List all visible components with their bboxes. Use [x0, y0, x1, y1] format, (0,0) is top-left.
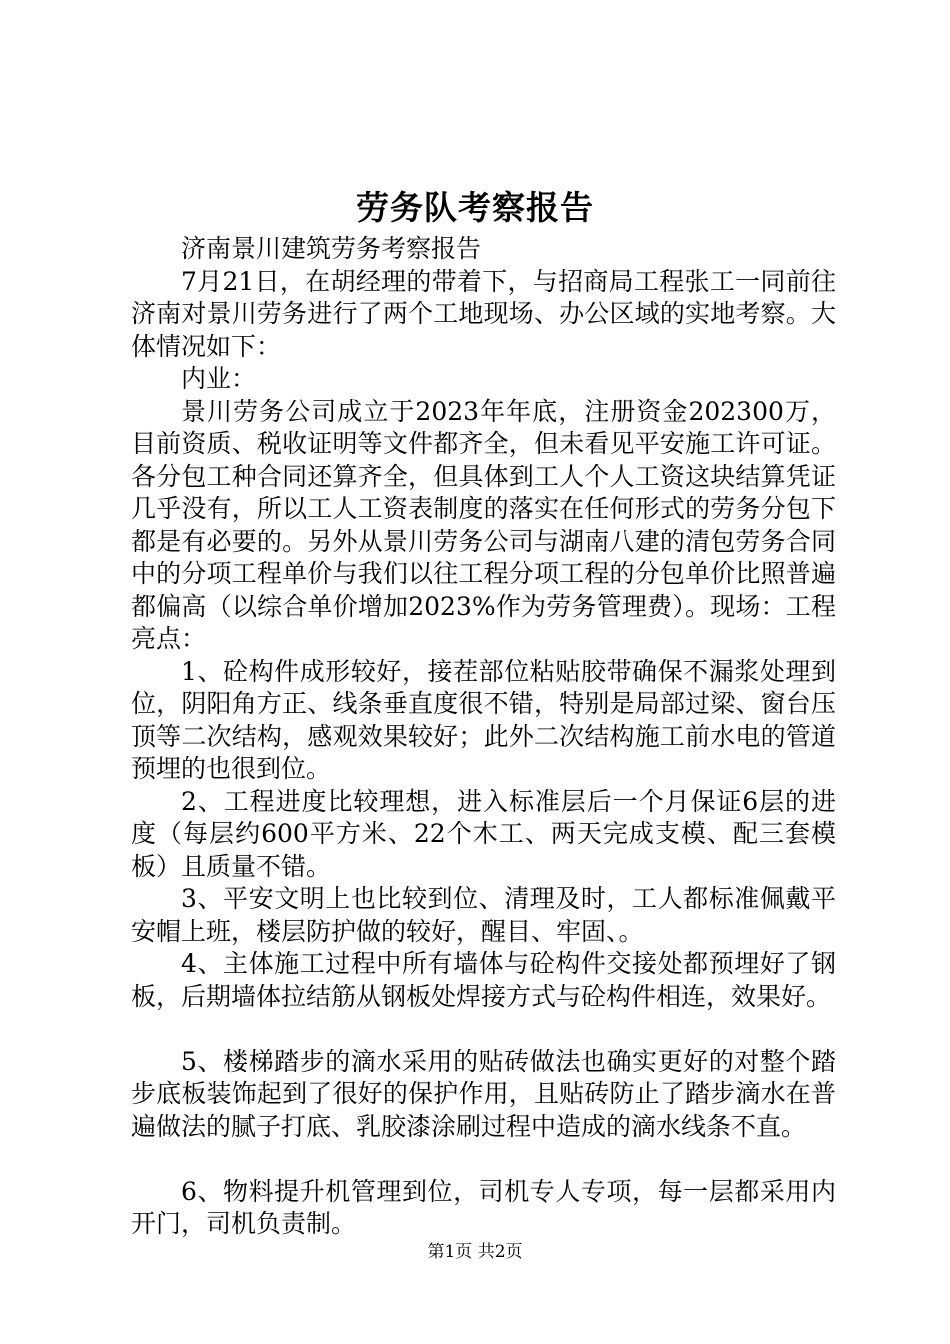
page-footer: 第1页 共2页 [427, 1242, 523, 1262]
paragraph-internal-heading: 内业： [181, 364, 257, 393]
paragraph-highlight-2: 2、工程进度比较理想，进入标准层后一个月保证6层的进度（每层约600平方米、22个木工、两天完成支模、配三套模板）且质量不错。 [131, 786, 836, 881]
paragraph-highlight-3: 3、平安文明上也比较到位、清理及时，工人都标准佩戴平安帽上班，楼层防护做的较好，醒目、牢固、。 [131, 884, 836, 946]
paragraph-highlight-4: 4、主体施工过程中所有墙体与砼构件交接处都预埋好了钢板，后期墙体拉结筋从钢板处焊接方式与砼构件相连，效果好。 [131, 949, 836, 1011]
paragraph-highlight-6: 6、物料提升机管理到位，司机专人专项，每一层都采用内开门，司机负责制。 [131, 1176, 836, 1238]
paragraph-highlight-5: 5、楼梯踏步的滴水采用的贴砖做法也确实更好的对整个踏步底板装饰起到了很好的保护作用，且贴砖防止了踏步滴水在普遍做法的腻子打底、乳胶漆涂刷过程中造成的滴水线条不直。 [131, 1046, 836, 1141]
paragraph-highlight-1: 1、砼构件成形较好，接茬部位粘贴胶带确保不漏浆处理到位，阴阳角方正、线条垂直度很不错，特别是局部过梁、窗台压顶等二次结构，感观效果较好；此外二次结构施工前水电的管道预埋的也很到位。 [131, 656, 836, 783]
paragraph-internal-details: 景川劳务公司成立于2023年年底，注册资金202300万，目前资质、税收证明等文件都齐全，但未看见平安施工许可证。各分包工种合同还算齐全，但具体到工人个人工资这块结算凭证几乎没有，所以工人工资表制度的落实在任何形式的劳务分包下都是有必要的。另外从景川劳务公司与湖南八建的清包劳务合同中的分项工程单价与我们以往工程分项工程的分包单价比照普遍都偏高（以综合单价增加2023%作为劳务管理费）。现场：工程亮点： [131, 396, 836, 653]
document-title: 劳务队考察报告 [356, 188, 594, 227]
document-body [131, 233, 836, 1241]
paragraph-subtitle: 济南景川建筑劳务考察报告 [181, 234, 482, 263]
paragraph-intro: 7月21日，在胡经理的带着下，与招商局工程张工一同前往济南对景川劳务进行了两个工地现场、办公区域的实地考察。大体情况如下： [131, 266, 836, 361]
